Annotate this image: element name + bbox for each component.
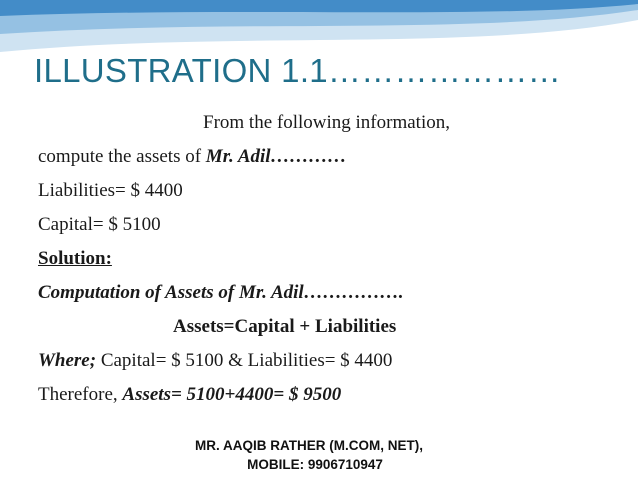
footer-author: MR. AAQIB RATHER (M.COM, NET), (195, 438, 423, 453)
therefore-prefix: Therefore, (38, 384, 123, 405)
therefore-line (38, 378, 628, 412)
solution-heading: Solution: (38, 248, 112, 269)
problem-line-2-prefix: compute the assets of (38, 146, 206, 167)
liabilities-line: Liabilities= $ 4400 (38, 180, 183, 201)
problem-line-1: From the following information, (203, 112, 450, 133)
formula-line: Assets=Capital + Liabilities (173, 316, 397, 337)
capital-line: Capital= $ 5100 (38, 214, 161, 235)
problem-line-2 (38, 140, 628, 174)
where-label: Where; (38, 350, 97, 371)
person-name: Mr. Adil………… (205, 146, 347, 167)
slide-body (38, 106, 628, 412)
footer-mobile: MOBILE: 9906710947 (247, 457, 383, 472)
therefore-value: = 5100+4400= $ 9500 (170, 384, 342, 405)
author-footer (0, 436, 638, 474)
computation-heading: Computation of Assets of Mr. Adil……………. (38, 282, 404, 303)
where-text: Capital= $ 5100 & Liabilities= $ 4400 (96, 350, 393, 371)
slide-title: ILLUSTRATION 1.1………………… (34, 52, 562, 89)
where-line (38, 344, 628, 378)
therefore-label: Assets (122, 384, 171, 405)
